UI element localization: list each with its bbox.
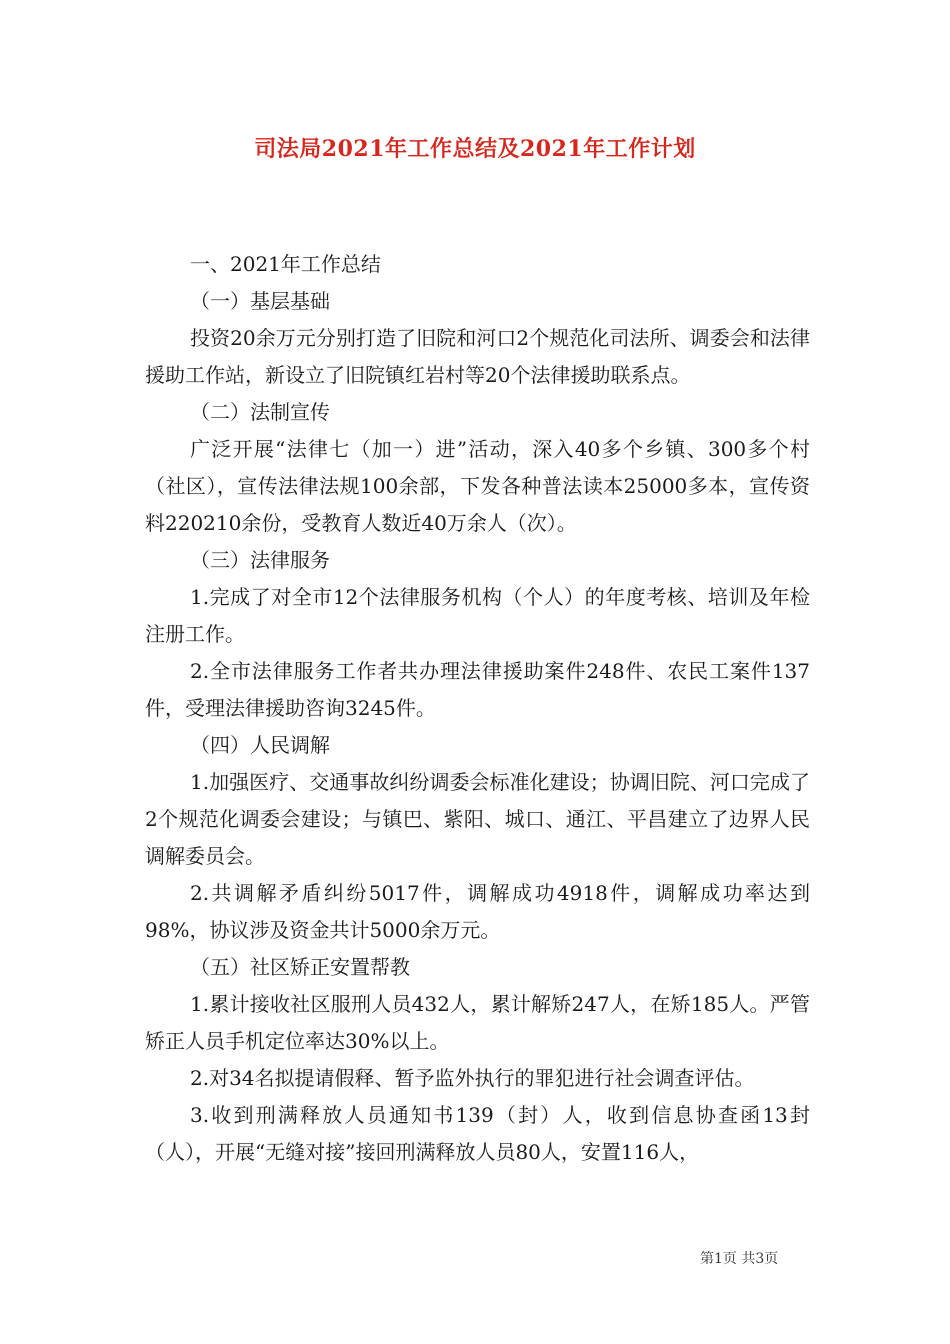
paragraph: 2.共调解矛盾纠纷5017件，调解成功4918件，调解成功率达到98%，协议涉及资金共计5000余万元。: [145, 881, 810, 942]
paragraph: 投资20余万元分别打造了旧院和河口2个规范化司法所、调委会和法律援助工作站，新设立了旧院镇红岩村等20个法律援助联系点。: [145, 326, 810, 387]
paragraph: 1.累计接收社区服刑人员432人，累计解矫247人，在矫185人。严管矫正人员手机定位率达30%以上。: [145, 992, 810, 1053]
paragraph: 2.对34名拟提请假释、暂予监外执行的罪犯进行社会调查评估。: [190, 1066, 755, 1090]
paragraph: 3.收到刑满释放人员通知书139（封）人，收到信息协查函13封（人），开展“无缝对接”接回刑满释放人员80人，安置116人，: [145, 1103, 810, 1164]
paragraph: 广泛开展“法律七（加一）进”活动，深入40多个乡镇、300多个村（社区），宣传法律法规100余部，下发各种普法读本25000多本，宣传资料220210余份，受教育人数近40万余人（次）。: [145, 437, 810, 535]
document-body: [145, 246, 810, 1171]
section-heading: 一、2021年工作总结: [190, 252, 381, 276]
page-number: 第1页 共3页: [700, 1251, 779, 1267]
subsection-heading: （二）法制宣传: [190, 400, 330, 424]
paragraph: 1.加强医疗、交通事故纠纷调委会标准化建设；协调旧院、河口完成了2个规范化调委会建设；与镇巴、紫阳、城口、通江、平昌建立了边界人民调解委员会。: [145, 770, 810, 868]
subsection-heading: （五）社区矫正安置帮教: [190, 955, 410, 979]
subsection-heading: （四）人民调解: [190, 733, 330, 757]
paragraph: 1.完成了对全市12个法律服务机构（个人）的年度考核、培训及年检注册工作。: [145, 585, 810, 646]
document-title: 司法局2021年工作总结及2021年工作计划: [254, 136, 696, 162]
subsection-heading: （三）法律服务: [190, 548, 330, 572]
paragraph: 2.全市法律服务工作者共办理法律援助案件248件、农民工案件137件，受理法律援助咨询3245件。: [145, 659, 810, 720]
subsection-heading: （一）基层基础: [190, 289, 330, 313]
